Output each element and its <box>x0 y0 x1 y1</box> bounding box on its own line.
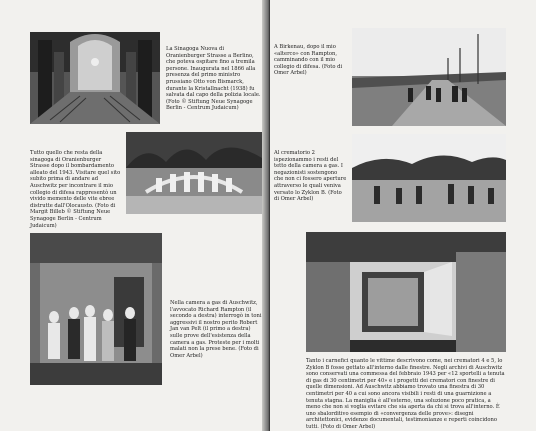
birkenau-photo <box>352 28 506 126</box>
memorial-caption: Tutto quello che resta della sinagoga di Oranienburger Strasse dopo il bombardamento alleato del 1943. Visitare quel sito subito prima di andare ad Auschwitz per incontrare il mio collegio di difesa rappresentò un vivido memento delle vite ebree distrutte dall'Olocausto. (Foto di Margit Billeb © Stiftung Neue Synagoge Berlin - Centrum Judaicum) <box>30 150 121 229</box>
crematorium-caption: Al crematorio 2 ispezionammo i resti del tetto della camera a gas. I negazionisti sostengono che non ci fossero aperture attraverso le quali veniva versato lo Zyklon B. (Foto di Omer Arbel) <box>274 150 347 203</box>
memorial-site-photo <box>126 132 262 214</box>
window-caption: Tanto i carnefici quanto le vittime descrivono come, nei crematori 4 e 5, lo Zyklon B fosse gettato all'interno dalle finestre. Negli archivi di Auschwitz sono conservati una commessa del febbraio 1943 per «12 sportelli a tenuta di gas di 30 centimetri per 40» e i progetti dei crematori con finestre di quelle dimensioni. Ad Auschwitz abbiamo trovato una finestra di 30 centimetri per 40 a cui sono ancora visibili i resti di una guarnizione a tenuta stagna. La maniglia è all'esterno, una soluzione poco pratica, a meno che non si voglia evitare che sia aperta da chi si trova all'interno. È uno sbalorditivo esempio di «convergenza delle prove»: disegni architettonici, evidenze documentali, testimonianze e reperti coincidono tutti. (Foto di Omer Arbel) <box>306 358 505 430</box>
gas-chamber-caption: Nella camera a gas di Auschwitz, l'avvocato Richard Rampton (il secondo a destra) interrogò in toni aggressivi il nostro perito Robert Jan van Pelt (il primo a destra) sulle prove dell'esistenza della camera a gas. Proteste per i molti malati non la prese bene. (Foto di Omer Arbel) <box>170 300 262 359</box>
gas-tight-window-photo <box>306 232 506 352</box>
gas-chamber-photo <box>30 233 162 385</box>
synagogue-interior-photo <box>30 32 160 124</box>
right-page <box>270 0 536 431</box>
birkenau-caption: A Birkenau, dopo il mio «alterco» con Rampton, camminando con il mio collegio di difesa. (Foto di Omer Arbel) <box>274 44 343 77</box>
synagogue-caption: La Sinagoga Nuova di Oranienburger Strasse a Berlino, che poteva ospitare fino a tremila persone. Inaugurata nel 1866 alla presenza del primo ministro prussiano Otto von Bismarck, durante la Kristallnacht (1938) fu salvata dal capo della polizia locale. (Foto © Stiftung Neue Synagoge Berlin - Centrum Judaicum) <box>166 46 261 112</box>
crematorium-ruins-photo <box>352 134 506 222</box>
